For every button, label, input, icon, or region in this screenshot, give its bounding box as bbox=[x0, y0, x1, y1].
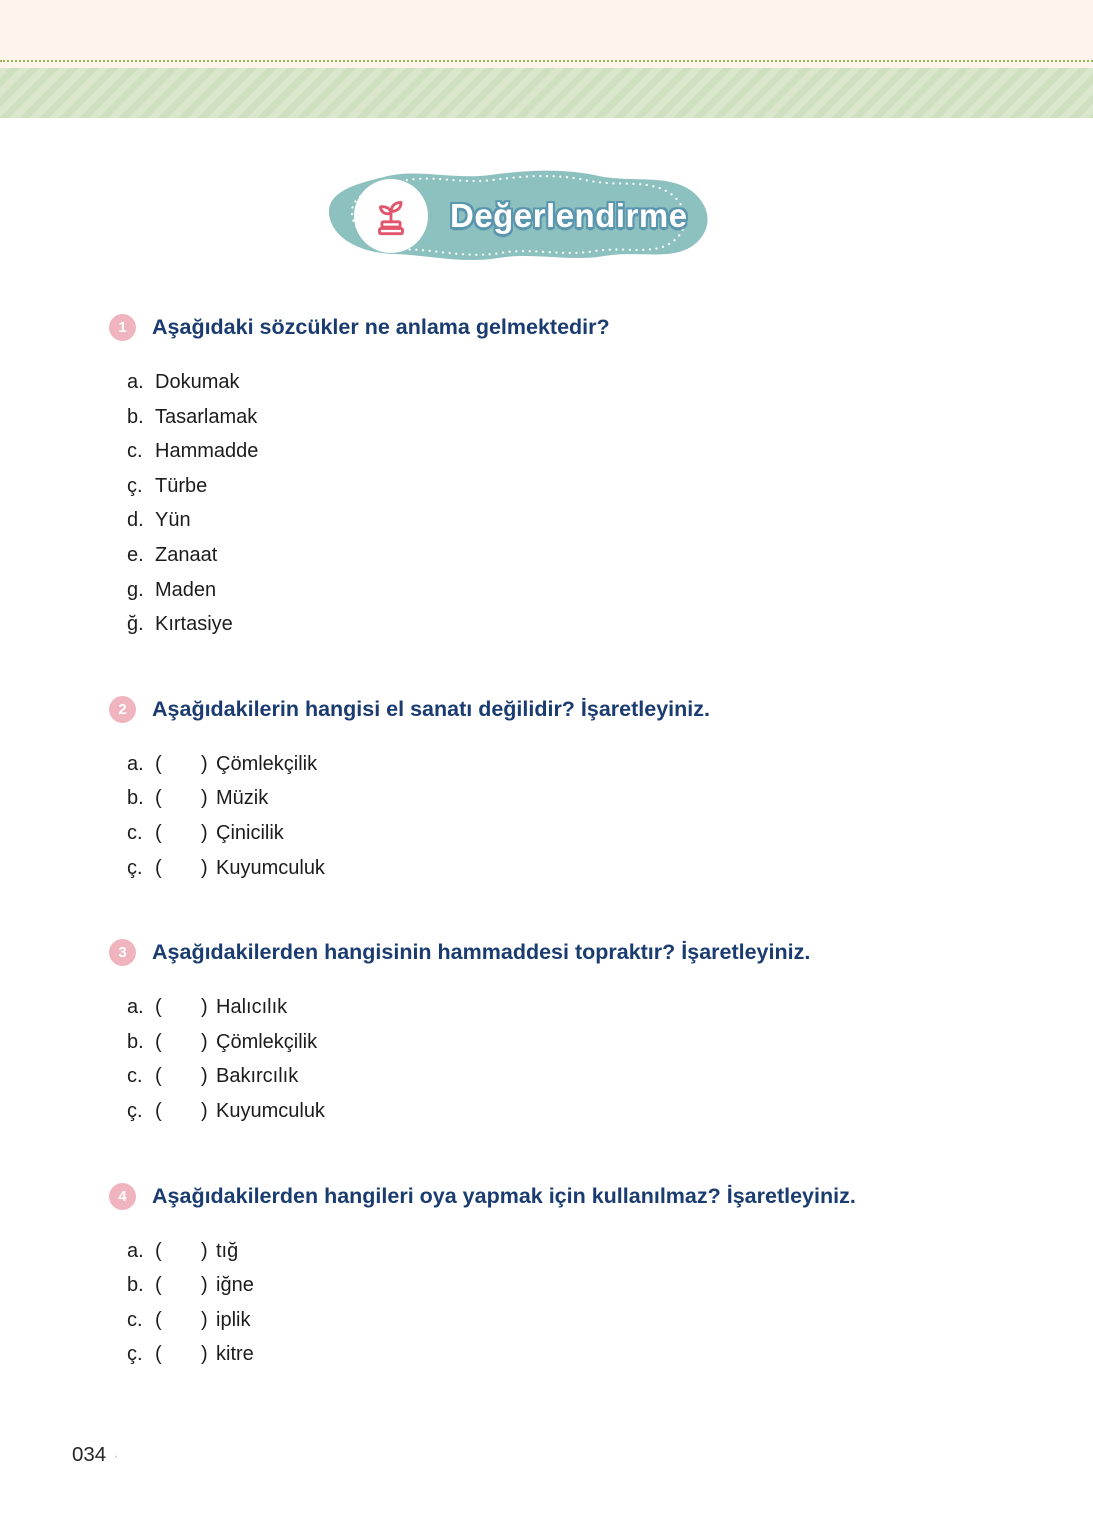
answer-paren-open: ( bbox=[155, 752, 162, 775]
item-label: Kuyumculuk bbox=[216, 1099, 325, 1122]
item-label: Müzik bbox=[216, 787, 269, 810]
question-1-heading bbox=[109, 314, 1033, 341]
item-label: Zanaat bbox=[155, 543, 218, 566]
page-number-dot: · bbox=[113, 1448, 119, 1465]
page-number bbox=[72, 1443, 119, 1467]
question-4-heading bbox=[109, 1183, 1033, 1210]
question-3-heading bbox=[109, 939, 1033, 966]
item-letter: ğ. bbox=[127, 613, 144, 636]
checkbox-item bbox=[127, 1059, 1033, 1094]
checkbox-item bbox=[127, 1094, 1033, 1129]
question-number-badge: 1 bbox=[109, 314, 136, 341]
list-item bbox=[127, 503, 1033, 538]
answer-paren-open: ( bbox=[155, 1030, 162, 1053]
item-letter: c. bbox=[127, 821, 143, 844]
question-1 bbox=[109, 314, 1033, 642]
section-badge bbox=[320, 166, 720, 266]
item-label: Bakırcılık bbox=[216, 1065, 299, 1088]
answer-paren-open: ( bbox=[155, 996, 162, 1019]
item-letter: b. bbox=[127, 405, 144, 428]
item-letter: c. bbox=[127, 440, 143, 463]
question-4 bbox=[109, 1183, 1033, 1372]
checkbox-item bbox=[127, 1337, 1033, 1372]
item-label: Dokumak bbox=[155, 371, 240, 393]
answer-paren-open: ( bbox=[155, 1308, 162, 1331]
answer-paren-close: ) bbox=[201, 1239, 208, 1262]
question-4-items bbox=[109, 1234, 1033, 1372]
list-item bbox=[127, 573, 1033, 608]
item-letter: c. bbox=[127, 1065, 143, 1088]
list-item bbox=[127, 538, 1033, 573]
answer-paren-close: ) bbox=[201, 996, 208, 1019]
answer-paren-close: ) bbox=[201, 1065, 208, 1088]
list-item bbox=[127, 469, 1033, 504]
item-label: Çömlekçilik bbox=[216, 1030, 318, 1053]
sprout-books-icon bbox=[368, 193, 414, 239]
item-letter: ç. bbox=[127, 1099, 143, 1122]
question-text: Aşağıdakilerden hangileri oya yapmak için kullanılmaz? İşaretleyiniz. bbox=[152, 1183, 856, 1208]
question-text: Aşağıdakilerin hangisi el sanatı değilidir? İşaretleyiniz. bbox=[152, 696, 710, 721]
item-label: iğne bbox=[216, 1274, 254, 1297]
question-number-badge: 4 bbox=[109, 1183, 136, 1210]
question-text: Aşağıdaki sözcükler ne anlama gelmektedir? bbox=[152, 315, 610, 339]
answer-paren-open: ( bbox=[155, 1065, 162, 1088]
checkbox-item bbox=[127, 1234, 1033, 1269]
item-label: Halıcılık bbox=[216, 996, 288, 1019]
item-letter: ç. bbox=[127, 474, 143, 497]
checkbox-item bbox=[127, 990, 1033, 1025]
item-letter: b. bbox=[127, 1030, 144, 1053]
checkbox-item bbox=[127, 851, 1033, 886]
item-label: Kırtasiye bbox=[155, 613, 233, 636]
answer-paren-close: ) bbox=[201, 821, 208, 844]
badge-icon-circle bbox=[354, 179, 428, 253]
item-letter: ç. bbox=[127, 856, 143, 879]
question-2-heading bbox=[109, 696, 1033, 723]
question-1-items bbox=[109, 365, 1033, 642]
answer-paren-open: ( bbox=[155, 787, 162, 810]
question-2 bbox=[109, 696, 1033, 885]
answer-paren-open: ( bbox=[155, 1343, 162, 1366]
answer-paren-close: ) bbox=[201, 1343, 208, 1366]
item-letter: b. bbox=[127, 1274, 144, 1297]
answer-paren-close: ) bbox=[201, 1030, 208, 1053]
item-label: kitre bbox=[216, 1343, 254, 1366]
item-label: Çinicilik bbox=[216, 821, 284, 844]
list-item bbox=[127, 607, 1033, 642]
item-letter: a. bbox=[127, 371, 144, 393]
item-letter: e. bbox=[127, 543, 144, 566]
answer-paren-close: ) bbox=[201, 1274, 208, 1297]
striped-green-band bbox=[0, 68, 1093, 118]
item-letter: d. bbox=[127, 509, 144, 532]
page-number-value: 034 bbox=[72, 1443, 107, 1466]
item-label: Çömlekçilik bbox=[216, 752, 318, 775]
list-item bbox=[127, 434, 1033, 469]
questions-area bbox=[0, 266, 1093, 1372]
answer-paren-close: ) bbox=[201, 856, 208, 879]
question-3 bbox=[109, 939, 1033, 1128]
checkbox-item bbox=[127, 1268, 1033, 1303]
answer-paren-open: ( bbox=[155, 1239, 162, 1262]
item-letter: ç. bbox=[127, 1343, 143, 1366]
checkbox-item bbox=[127, 816, 1033, 851]
answer-paren-close: ) bbox=[201, 1099, 208, 1122]
answer-paren-open: ( bbox=[155, 1099, 162, 1122]
item-letter: c. bbox=[127, 1308, 143, 1331]
item-letter: b. bbox=[127, 787, 144, 810]
item-letter: g. bbox=[127, 578, 144, 601]
item-label: Kuyumculuk bbox=[216, 856, 325, 879]
checkbox-item bbox=[127, 747, 1033, 782]
checkbox-item bbox=[127, 781, 1033, 816]
question-3-items bbox=[109, 990, 1033, 1128]
badge-content bbox=[320, 166, 720, 266]
top-cream-band bbox=[0, 0, 1093, 62]
list-item bbox=[127, 400, 1033, 435]
question-number-badge: 3 bbox=[109, 939, 136, 966]
item-letter: a. bbox=[127, 1239, 144, 1262]
answer-paren-open: ( bbox=[155, 821, 162, 844]
question-number-badge: 2 bbox=[109, 696, 136, 723]
item-letter: a. bbox=[127, 996, 144, 1019]
item-label: Tasarlamak bbox=[155, 405, 258, 428]
answer-paren-close: ) bbox=[201, 787, 208, 810]
answer-paren-open: ( bbox=[155, 856, 162, 879]
checkbox-item bbox=[127, 1025, 1033, 1060]
item-letter: a. bbox=[127, 752, 144, 775]
item-label: Yün bbox=[155, 509, 191, 532]
item-label: iplik bbox=[216, 1308, 251, 1331]
list-item bbox=[127, 365, 1033, 400]
item-label: Hammadde bbox=[155, 440, 259, 463]
item-label: tığ bbox=[216, 1239, 239, 1262]
section-title: Değerlendirme bbox=[450, 197, 688, 234]
question-2-items bbox=[109, 747, 1033, 885]
checkbox-item bbox=[127, 1303, 1033, 1338]
answer-paren-close: ) bbox=[201, 1308, 208, 1331]
item-label: Türbe bbox=[155, 474, 208, 497]
item-label: Maden bbox=[155, 578, 217, 601]
answer-paren-close: ) bbox=[201, 752, 208, 775]
answer-paren-open: ( bbox=[155, 1274, 162, 1297]
question-text: Aşağıdakilerden hangisinin hammaddesi topraktır? İşaretleyiniz. bbox=[152, 940, 811, 965]
